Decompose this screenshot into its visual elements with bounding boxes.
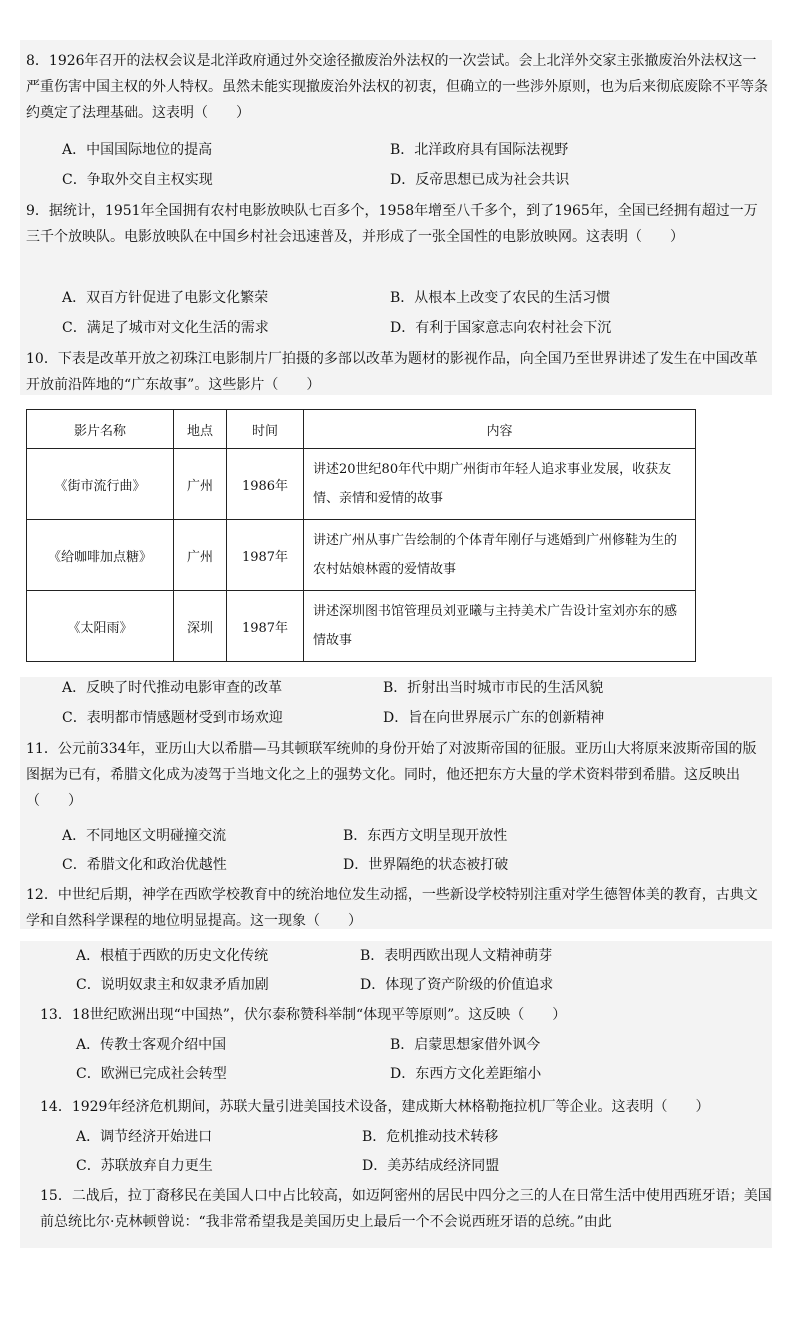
question-11-option-d[interactable]: D．世界隔绝的状态被打破 [343,857,509,873]
question-12-option-c[interactable]: C．说明奴隶主和奴隶矛盾加剧 [76,977,269,993]
question-11-option-b[interactable]: B．东西方文明呈现开放性 [343,828,508,844]
film-name: 《太阳雨》 [27,591,174,662]
question-8-option-a[interactable]: A．中国国际地位的提高 [62,142,213,158]
question-8-option-d[interactable]: D．反帝思想已成为社会共识 [390,172,570,188]
header-time: 时间 [227,410,304,449]
question-12-option-d[interactable]: D．体现了资产阶级的价值追求 [360,977,554,993]
header-place: 地点 [174,410,227,449]
question-12-stem: 12．中世纪后期，神学在西欧学校教育中的统治地位发生动摇，一些新设学校特别注重对学生德智体美的教育，古典文学和自然科学课程的地位明显提高。这一现象（ ） [26,887,758,929]
question-9-option-a[interactable]: A．双百方针促进了电影文化繁荣 [62,290,269,306]
film-place: 深圳 [174,591,227,662]
film-place: 广州 [174,520,227,591]
question-10-option-c[interactable]: C．表明都市情感题材受到市场欢迎 [62,710,283,726]
question-13-option-a[interactable]: A．传教士客观介绍中国 [76,1037,227,1053]
question-9-option-b[interactable]: B．从根本上改变了农民的生活习惯 [390,290,611,306]
question-10-option-d[interactable]: D．旨在向世界展示广东的创新精神 [383,710,605,726]
film-content: 讲述广州从事广告绘制的个体青年刚仔与逃婚到广州修鞋为生的农村姑娘林霞的爱情故事 [304,520,696,591]
question-15-stem: 15．二战后，拉丁裔移民在美国人口中占比较高，如迈阿密州的居民中四分之三的人在日常生活中使用西班牙语；美国前总统比尔·克林顿曾说：“我非常希望我是美国历史上最后一个不会说西班牙语的总统。”由此 [40,1188,772,1230]
film-name: 《给咖啡加点糖》 [27,520,174,591]
film-time: 1986年 [227,449,304,520]
film-place: 广州 [174,449,227,520]
question-13-stem: 13．18世纪欧洲出现“中国热”，伏尔泰称赞科举制“体现平等原则”。这反映（ ） [40,1007,567,1023]
question-13-option-d[interactable]: D．东西方文化差距缩小 [390,1066,542,1082]
question-13-option-b[interactable]: B．启蒙思想家借外讽今 [390,1037,541,1053]
film-content: 讲述20世纪80年代中期广州街市年轻人追求事业发展，收获友情、亲情和爱情的故事 [304,449,696,520]
question-14-option-d[interactable]: D．美苏结成经济同盟 [362,1158,500,1174]
header-content: 内容 [304,410,696,449]
question-13-option-c[interactable]: C．欧洲已完成社会转型 [76,1066,227,1082]
table-row [27,520,696,591]
question-9-stem: 9．据统计，1951年全国拥有农村电影放映队七百多个，1958年增至八千多个，到了1965年，全国已经拥有超过一万三千个放映队。电影放映队在中国乡村社会迅速普及，并形成了一张全国性的电影放映网。这表明（ ） [26,203,758,245]
question-12-option-a[interactable]: A．根植于西欧的历史文化传统 [76,948,269,964]
question-9-option-c[interactable]: C．满足了城市对文化生活的需求 [62,320,269,336]
film-table [26,409,696,662]
question-10-option-a[interactable]: A．反映了时代推动电影审查的改革 [62,680,283,696]
question-11-option-a[interactable]: A．不同地区文明碰撞交流 [62,828,227,844]
question-8-option-b[interactable]: B．北洋政府具有国际法视野 [390,142,569,158]
question-14-option-a[interactable]: A．调节经济开始进口 [76,1129,213,1145]
question-12-option-b[interactable]: B．表明西欧出现人文精神萌芽 [360,948,553,964]
question-10-option-b[interactable]: B．折射出当时城市市民的生活风貌 [383,680,604,696]
question-14-option-c[interactable]: C．苏联放弃自力更生 [76,1158,213,1174]
film-table-header-row [27,410,696,449]
question-8-option-c[interactable]: C．争取外交自主权实现 [62,172,213,188]
question-10-stem: 10．下表是改革开放之初珠江电影制片厂拍摄的多部以改革为题材的影视作品，向全国乃至世界讲述了发生在中国改革开放前沿阵地的“广东故事”。这些影片（ ） [26,351,758,393]
question-11-stem: 11．公元前334年，亚历山大以希腊—马其顿联军统帅的身份开始了对波斯帝国的征服。亚历山大将原来波斯帝国的版图据为已有，希腊文化成为凌驾于当地文化之上的强势文化。同时，他还把东方大量的学术资料带到希腊。这反映出（ ） [26,741,757,809]
question-11-option-c[interactable]: C．希腊文化和政治优越性 [62,857,227,873]
header-film-name: 影片名称 [27,410,174,449]
table-row [27,591,696,662]
film-content: 讲述深圳图书馆管理员刘亚曦与主持美术广告设计室刘亦东的感情故事 [304,591,696,662]
question-8-stem: 8．1926年召开的法权会议是北洋政府通过外交途径撤废治外法权的一次尝试。会上北洋外交家主张撤废治外法权这一严重伤害中国主权的外人特权。虽然未能实现撤废治外法权的初衷，但确立的一些涉外原则，也为后来彻底废除不平等条约奠定了法理基础。这表明（ ） [26,53,768,121]
film-name: 《街市流行曲》 [27,449,174,520]
film-time: 1987年 [227,520,304,591]
question-14-stem: 14．1929年经济危机期间，苏联大量引进美国技术设备，建成斯大林格勒拖拉机厂等企业。这表明（ ） [40,1099,710,1115]
table-row [27,449,696,520]
question-14-option-b[interactable]: B．危机推动技术转移 [362,1129,499,1145]
film-time: 1987年 [227,591,304,662]
question-9-option-d[interactable]: D．有利于国家意志向农村社会下沉 [390,320,612,336]
